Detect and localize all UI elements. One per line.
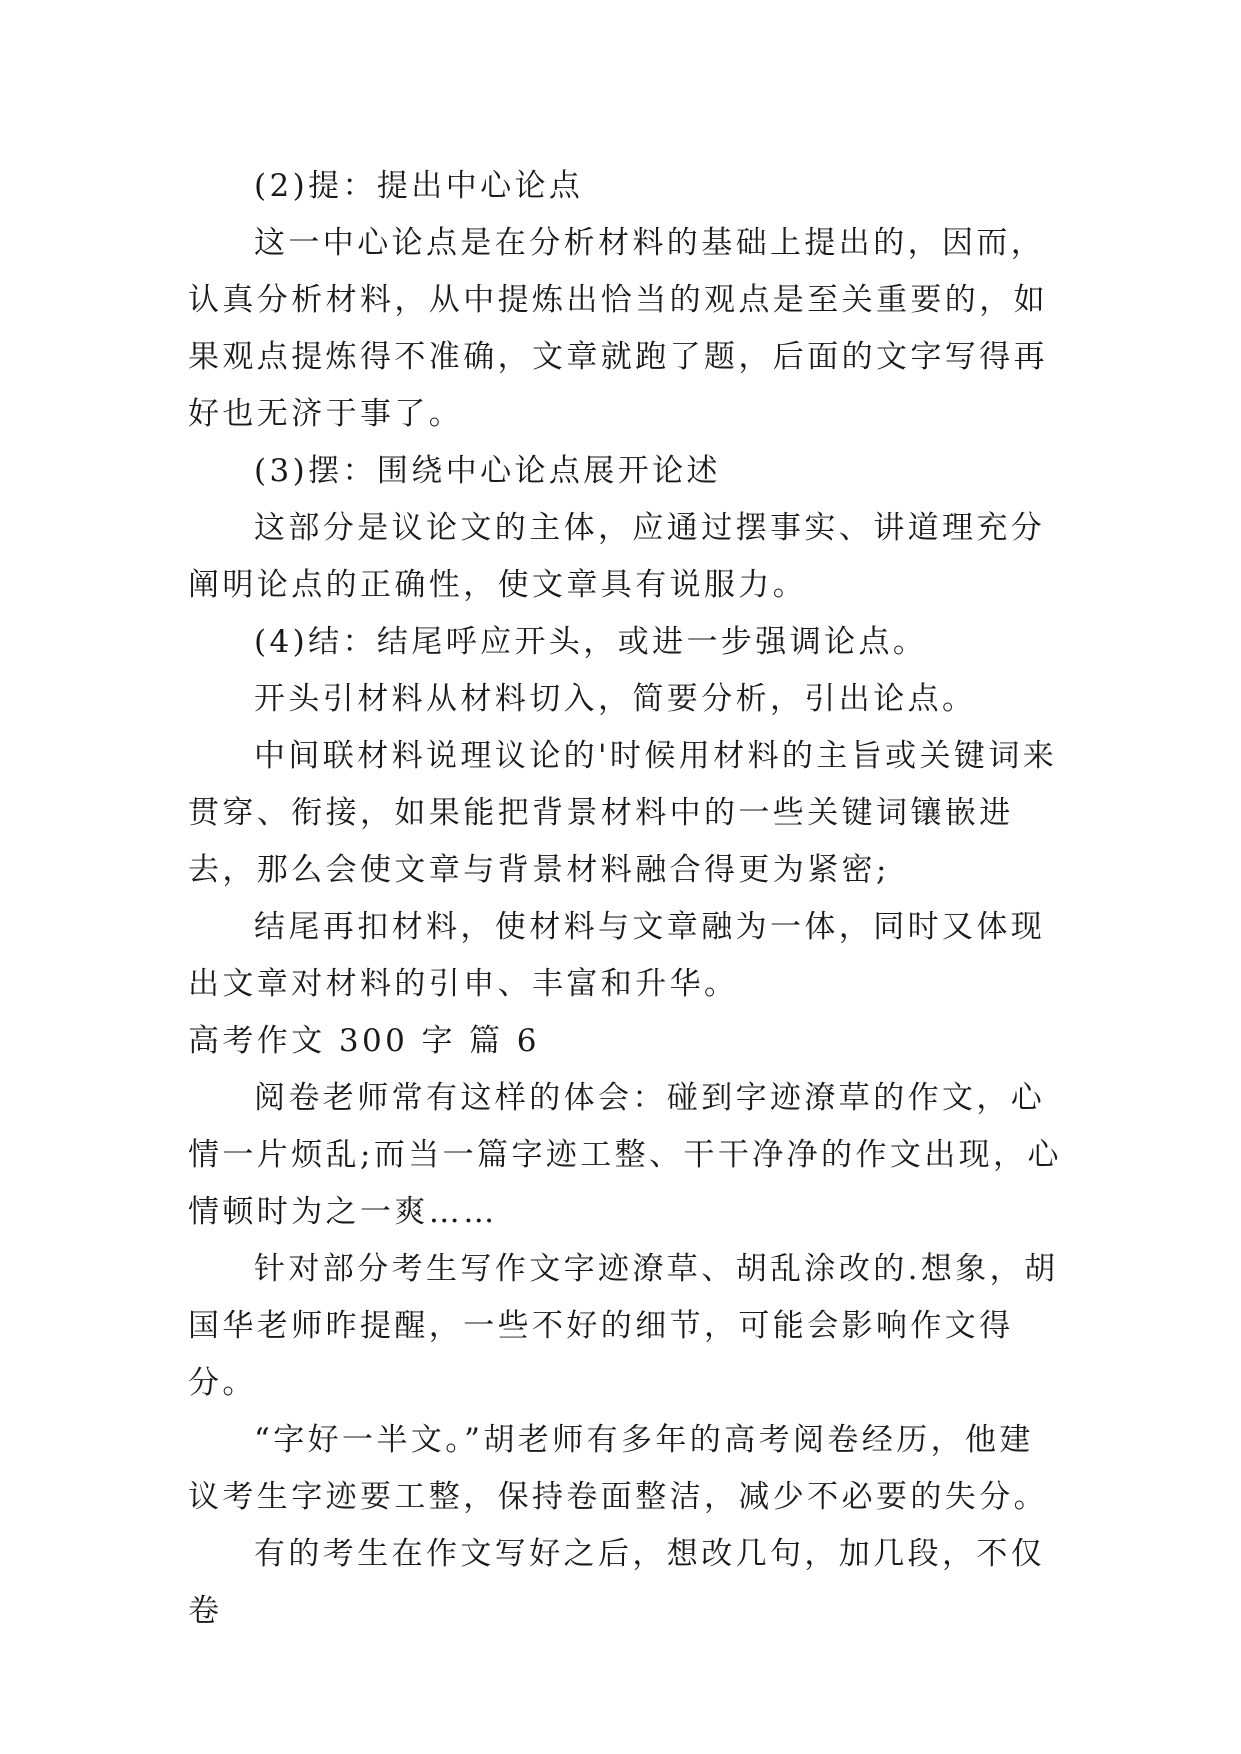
document-body (188, 158, 1068, 1640)
paragraph-9: 阅卷老师常有这样的体会：碰到字迹潦草的作文，心情一片烦乱;而当一篇字迹工整、干干净净的作文出现，心情顿时为之一爽…… (188, 1080, 1062, 1230)
paragraph-10: 针对部分考生写作文字迹潦草、胡乱涂改的.想象，胡国华老师昨提醒，一些不好的细节，可能会影响作文得分。 (188, 1251, 1059, 1401)
paragraph-5: (4)结：结尾呼应开头，或进一步强调论点。 (254, 624, 928, 660)
paragraph-12: 有的考生在作文写好之后，想改几句，加几段，不仅卷 (188, 1536, 1046, 1629)
paragraph-7: 中间联材料说理议论的'时候用材料的主旨或关键词来贯穿、衔接，如果能把背景材料中的一些关键词镶嵌进去，那么会使文章与背景材料融合得更为紧密; (188, 738, 1058, 888)
paragraph-6: 开头引材料从材料切入，简要分析，引出论点。 (254, 681, 977, 717)
paragraph-11: “字好一半文。”胡老师有多年的高考阅卷经历，他建议考生字迹要工整，保持卷面整洁，减少不必要的失分。 (188, 1422, 1048, 1515)
section-heading: 高考作文 300 字 篇 6 (188, 1023, 540, 1059)
paragraph-3: (3)摆：围绕中心论点展开论述 (254, 453, 721, 489)
paragraph-2: 这一中心论点是在分析材料的基础上提出的，因而，认真分析材料，从中提炼出恰当的观点是至关重要的，如果观点提炼得不准确，文章就跑了题，后面的文字写得再好也无济于事了。 (188, 225, 1048, 432)
paragraph-1: (2)提：提出中心论点 (254, 168, 584, 204)
paragraph-4: 这部分是议论文的主体，应通过摆事实、讲道理充分阐明论点的正确性，使文章具有说服力。 (188, 510, 1046, 603)
paragraph-8: 结尾再扣材料，使材料与文章融为一体，同时又体现出文章对材料的引申、丰富和升华。 (188, 909, 1046, 1002)
